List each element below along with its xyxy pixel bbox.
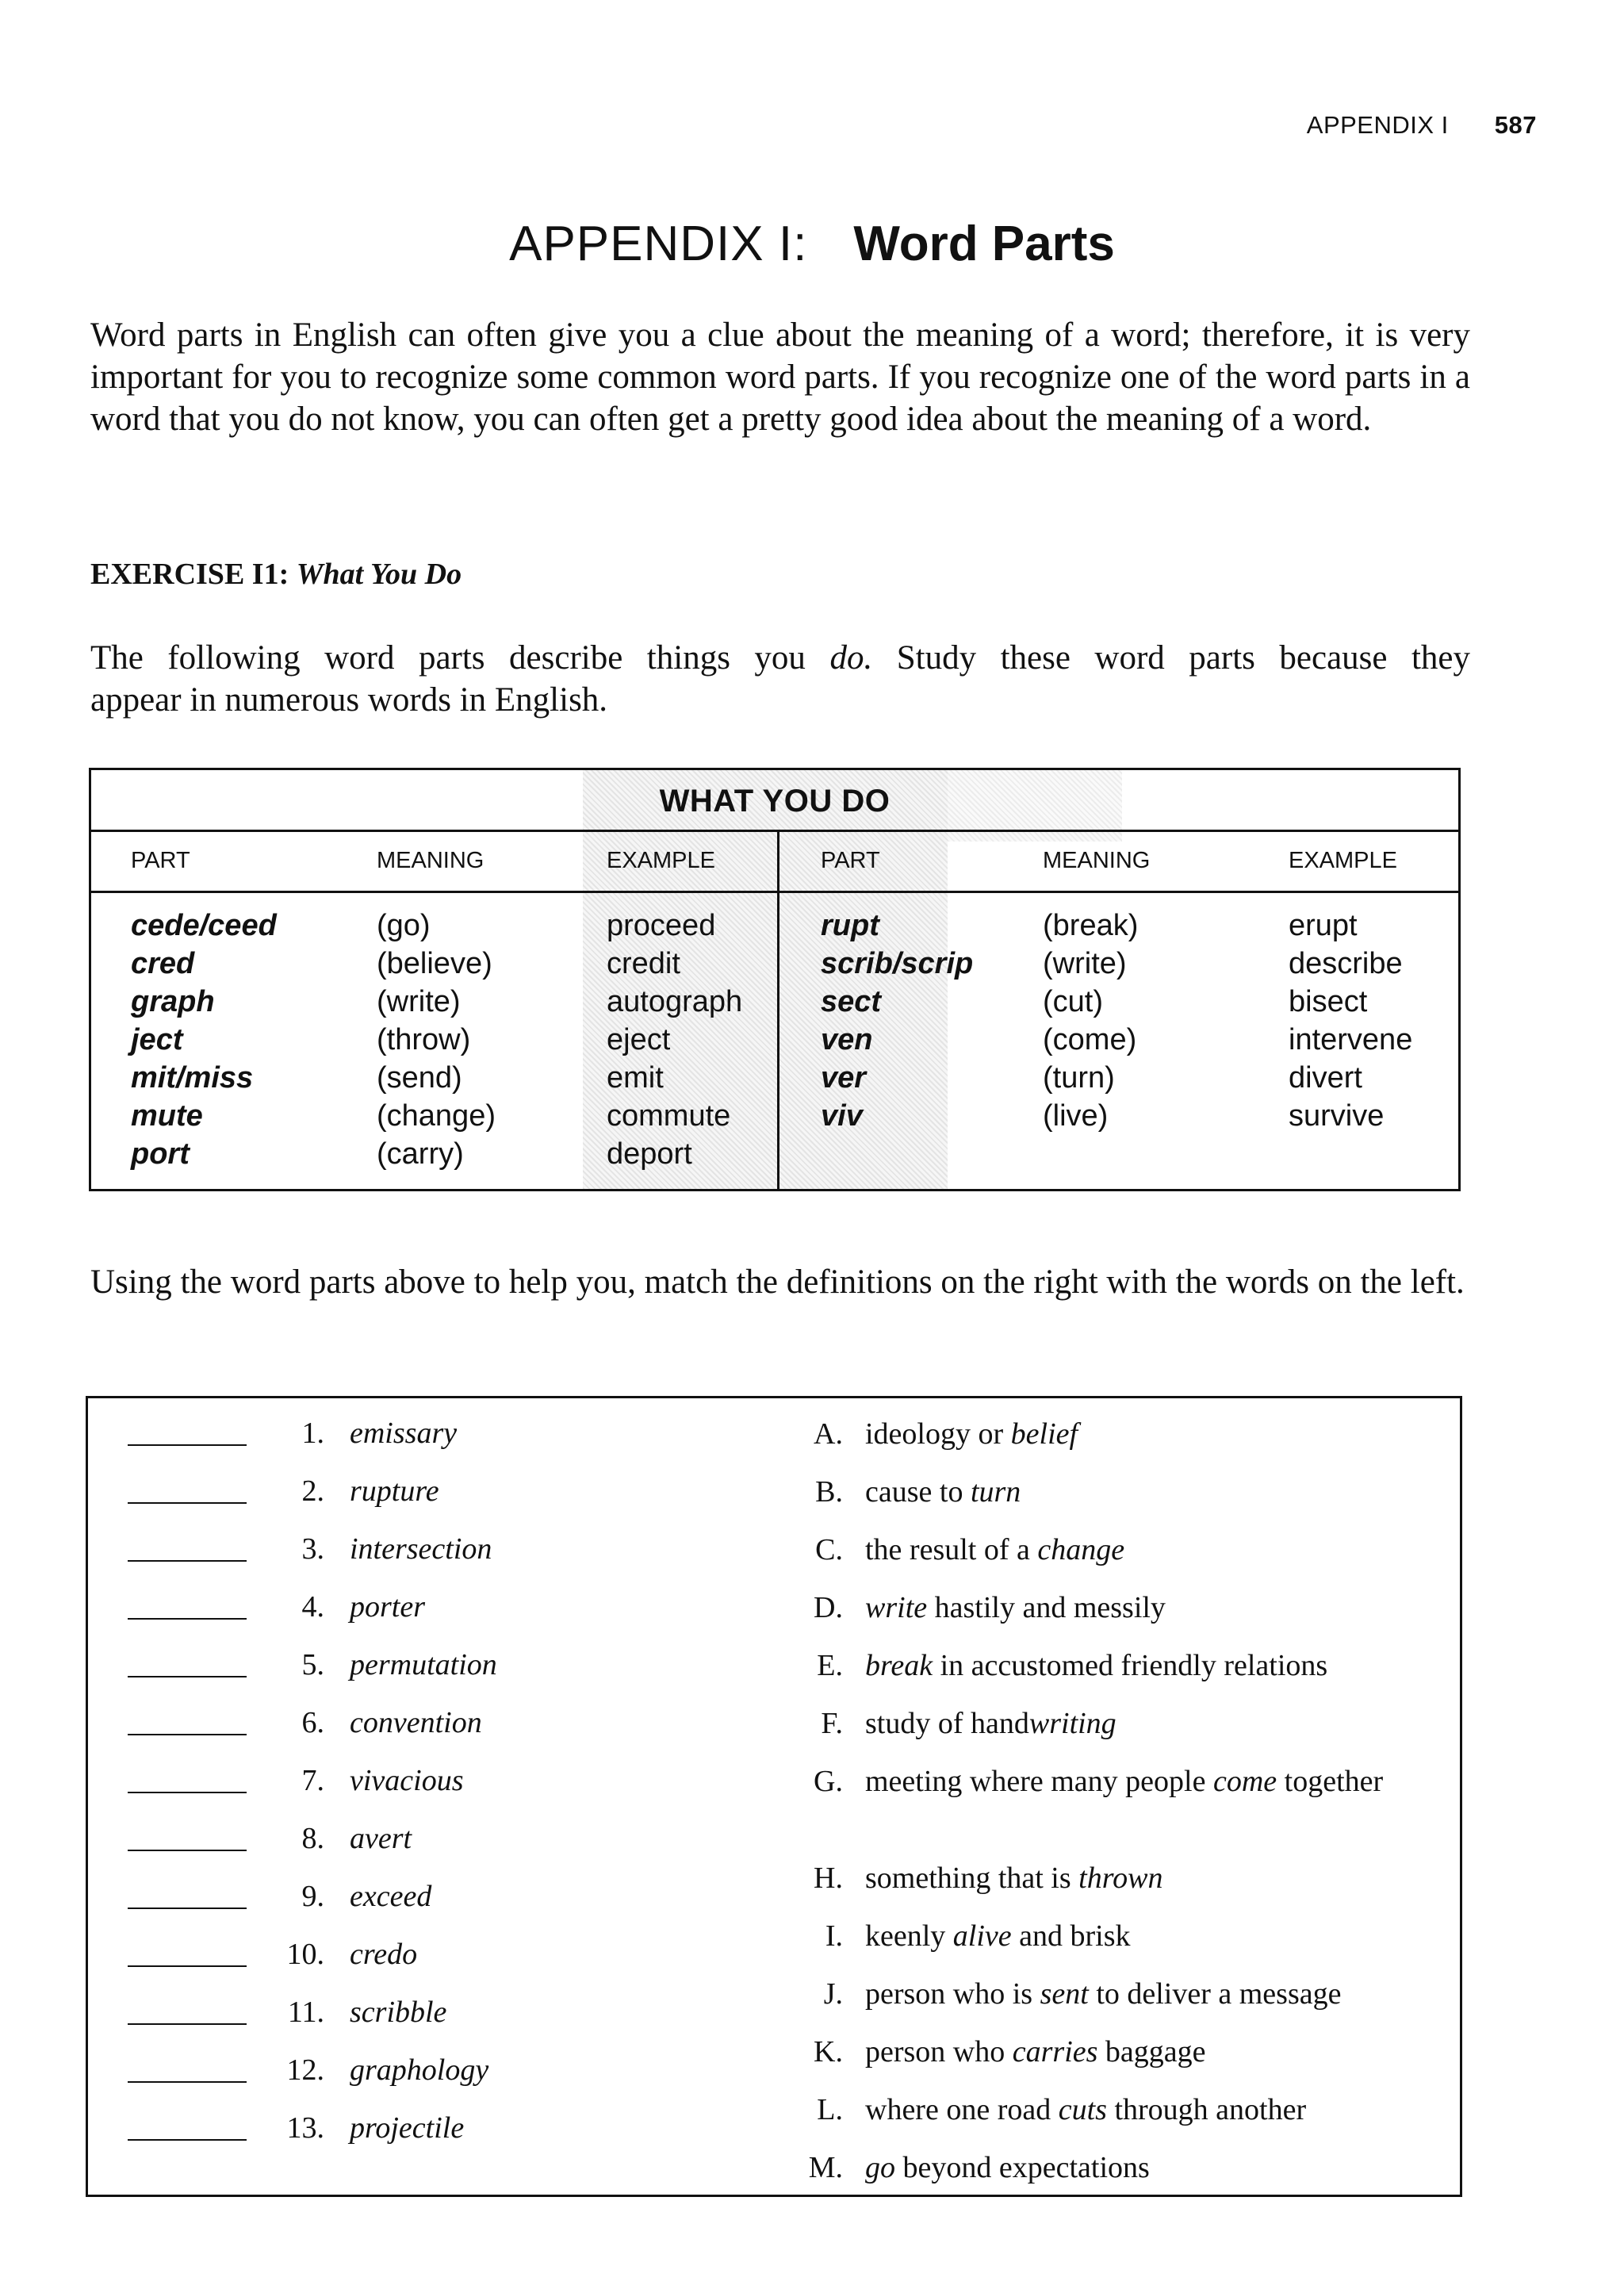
definition-pre: something that is bbox=[865, 1861, 1079, 1895]
page-title bbox=[0, 216, 1624, 272]
instructions-after: Study these word parts because they bbox=[872, 639, 1471, 677]
meaning-cell: (cut) bbox=[1043, 985, 1103, 1018]
word-number: 13. bbox=[286, 2111, 324, 2145]
instructions-emphasis: do. bbox=[829, 639, 873, 677]
example-cell: credit bbox=[607, 947, 680, 980]
definition-emphasis: change bbox=[1037, 1533, 1125, 1566]
word-number: 6. bbox=[301, 1706, 324, 1739]
word-number: 8. bbox=[301, 1822, 324, 1855]
part-cell: mute bbox=[131, 1099, 203, 1133]
definition-emphasis: sent bbox=[1040, 1977, 1089, 2011]
meaning-cell: (write) bbox=[377, 985, 461, 1018]
match-word-row bbox=[88, 1995, 722, 2033]
definition-text bbox=[865, 1763, 1436, 1800]
definition-emphasis: alive bbox=[952, 1919, 1012, 1953]
answer-blank[interactable] bbox=[128, 1850, 247, 1851]
instructions-last-line: appear in numerous words in English. bbox=[90, 681, 608, 719]
header-part-right: PART bbox=[821, 848, 880, 873]
running-head bbox=[1307, 111, 1537, 140]
word-text: convention bbox=[350, 1706, 482, 1739]
left-meanings-column bbox=[377, 907, 496, 1173]
example-cell: eject bbox=[607, 1023, 671, 1056]
definition-text bbox=[865, 1918, 1436, 1954]
example-cell: describe bbox=[1289, 947, 1403, 980]
definition-text bbox=[865, 1474, 1436, 1510]
definition-text bbox=[865, 1589, 1436, 1626]
definition-emphasis: cuts bbox=[1058, 2093, 1107, 2126]
header-meaning-right: MEANING bbox=[1043, 848, 1151, 873]
word-text: scribble bbox=[350, 1996, 447, 2029]
meaning-cell: (send) bbox=[377, 1061, 462, 1095]
definition-pre: person who bbox=[865, 2035, 1013, 2069]
definition-pre: meeting where many people bbox=[865, 1765, 1213, 1798]
answer-blank[interactable] bbox=[128, 1618, 247, 1620]
meaning-cell: (turn) bbox=[1043, 1061, 1115, 1095]
definition-emphasis: come bbox=[1212, 1765, 1277, 1798]
definition-post: in accustomed friendly relations bbox=[933, 1649, 1328, 1682]
definition-text bbox=[865, 1647, 1436, 1684]
example-cell: survive bbox=[1289, 1099, 1385, 1133]
answer-blank[interactable] bbox=[128, 2139, 247, 2141]
word-text: credo bbox=[350, 1938, 418, 1971]
part-cell: viv bbox=[821, 1099, 863, 1133]
definition-pre: person who is bbox=[865, 1977, 1040, 2011]
definition-emphasis: belief bbox=[1010, 1417, 1078, 1451]
header-example-right: EXAMPLE bbox=[1289, 848, 1397, 873]
definition-post: hastily and messily bbox=[927, 1591, 1166, 1624]
part-cell: graph bbox=[131, 985, 215, 1018]
definition-pre: the result of a bbox=[865, 1533, 1038, 1566]
definition-pre: cause to bbox=[865, 1475, 971, 1509]
table-header-rule bbox=[91, 891, 1458, 893]
example-cell: bisect bbox=[1289, 985, 1368, 1018]
match-word-row bbox=[88, 1937, 722, 1975]
answer-blank[interactable] bbox=[128, 1908, 247, 1909]
definition-letter: H. bbox=[814, 1861, 843, 1895]
definition-emphasis: write bbox=[865, 1591, 928, 1624]
header-example-left: EXAMPLE bbox=[607, 848, 715, 873]
word-number: 11. bbox=[287, 1996, 324, 2029]
example-cell: erupt bbox=[1289, 909, 1358, 942]
meaning-cell: (break) bbox=[1043, 909, 1139, 942]
definition-post: through another bbox=[1106, 2093, 1307, 2126]
word-text: intersection bbox=[350, 1532, 492, 1566]
definition-text bbox=[865, 1532, 1436, 1568]
right-examples-column bbox=[1289, 907, 1412, 1135]
definition-emphasis: turn bbox=[970, 1475, 1021, 1509]
definition-emphasis: carries bbox=[1012, 2035, 1098, 2069]
answer-blank[interactable] bbox=[128, 1676, 247, 1677]
match-word-row bbox=[88, 1705, 722, 1743]
part-cell: ver bbox=[821, 1061, 867, 1095]
word-text: avert bbox=[350, 1822, 412, 1855]
meaning-cell: (change) bbox=[377, 1099, 496, 1133]
definition-emphasis: thrown bbox=[1078, 1861, 1163, 1895]
match-instructions: Using the word parts above to help you, match the definitions on the right with the words on the left. bbox=[90, 1263, 1465, 1301]
word-text: projectile bbox=[350, 2111, 465, 2145]
example-cell: intervene bbox=[1289, 1023, 1413, 1056]
title-label: APPENDIX I: bbox=[509, 217, 808, 271]
right-parts-column bbox=[821, 907, 973, 1135]
instructions-before: The following word parts describe things you bbox=[90, 639, 830, 677]
word-number: 9. bbox=[301, 1880, 324, 1913]
word-text: rupture bbox=[350, 1474, 439, 1508]
definition-letter: A. bbox=[814, 1417, 843, 1451]
definition-letter: C. bbox=[815, 1533, 843, 1566]
table-divider bbox=[777, 832, 779, 1191]
part-cell: sect bbox=[821, 985, 882, 1018]
word-number: 3. bbox=[301, 1532, 324, 1566]
match-word-row bbox=[88, 2111, 722, 2149]
match-word-row bbox=[88, 1763, 722, 1801]
definition-letter: D. bbox=[814, 1591, 843, 1624]
answer-blank[interactable] bbox=[128, 1560, 247, 1562]
page-number: 587 bbox=[1494, 111, 1537, 139]
definition-letter: L. bbox=[817, 2093, 843, 2126]
right-meanings-column bbox=[1043, 907, 1138, 1135]
answer-blank[interactable] bbox=[128, 2023, 247, 2025]
match-word-row bbox=[88, 1821, 722, 1859]
running-title: APPENDIX I bbox=[1306, 111, 1449, 139]
definition-emphasis: break bbox=[865, 1649, 933, 1682]
example-cell: deport bbox=[607, 1137, 692, 1171]
part-cell: ject bbox=[131, 1023, 183, 1056]
definition-letter: I. bbox=[825, 1919, 843, 1953]
word-text: vivacious bbox=[350, 1764, 464, 1797]
definition-letter: G. bbox=[814, 1765, 843, 1798]
match-word-row bbox=[88, 1474, 722, 1512]
match-word-row bbox=[88, 1647, 722, 1685]
part-cell: mit/miss bbox=[131, 1061, 254, 1095]
part-cell: ven bbox=[821, 1023, 873, 1056]
answer-blank[interactable] bbox=[128, 1965, 247, 1967]
table-title: WHAT YOU DO bbox=[91, 770, 1458, 832]
answer-blank[interactable] bbox=[128, 1734, 247, 1735]
word-number: 10. bbox=[286, 1938, 324, 1971]
meaning-cell: (live) bbox=[1043, 1099, 1109, 1133]
part-cell: cred bbox=[131, 947, 195, 980]
match-word-row bbox=[88, 1879, 722, 1917]
intro-paragraph: Word parts in English can often give you a clue about the meaning of a word; therefore, it is very important for you to recognize some common word parts. If you recognize one of the word parts in a word that you do not know, you can often get a pretty good idea about the meaning of a word. bbox=[90, 316, 1470, 438]
definition-text bbox=[865, 1860, 1436, 1896]
definition-letter: B. bbox=[815, 1475, 843, 1509]
meaning-cell: (write) bbox=[1043, 947, 1127, 980]
header-meaning-left: MEANING bbox=[377, 848, 485, 873]
definition-emphasis: writing bbox=[1028, 1707, 1116, 1740]
word-number: 4. bbox=[301, 1590, 324, 1624]
definition-pre: study of hand bbox=[865, 1707, 1029, 1740]
instructions-paragraph bbox=[90, 637, 1470, 679]
definition-text bbox=[865, 2092, 1436, 2128]
definition-pre: ideology or bbox=[865, 1417, 1011, 1451]
definition-post: beyond expectations bbox=[895, 2151, 1150, 2184]
definition-post: to deliver a message bbox=[1088, 1977, 1342, 2011]
part-cell: scrib/scrip bbox=[821, 947, 974, 980]
definition-letter: K. bbox=[814, 2035, 843, 2069]
definition-emphasis: go bbox=[865, 2151, 895, 2184]
meaning-cell: (believe) bbox=[377, 947, 492, 980]
example-cell: emit bbox=[607, 1061, 664, 1095]
definition-post: and brisk bbox=[1011, 1919, 1131, 1953]
answer-blank[interactable] bbox=[128, 1792, 247, 1793]
match-word-row bbox=[88, 1416, 722, 1454]
word-number: 7. bbox=[301, 1764, 324, 1797]
word-text: porter bbox=[350, 1590, 425, 1624]
title-name: Word Parts bbox=[853, 217, 1115, 271]
meaning-cell: (throw) bbox=[377, 1023, 471, 1056]
definition-post: baggage bbox=[1097, 2035, 1206, 2069]
definition-text bbox=[865, 1705, 1436, 1742]
word-number: 2. bbox=[301, 1474, 324, 1508]
definition-letter: J. bbox=[823, 1977, 843, 2011]
header-part-left: PART bbox=[131, 848, 190, 873]
example-cell: divert bbox=[1289, 1061, 1362, 1095]
exercise-heading bbox=[90, 557, 462, 592]
example-cell: proceed bbox=[607, 909, 716, 942]
part-cell: port bbox=[131, 1137, 190, 1171]
word-text: permutation bbox=[350, 1648, 497, 1681]
answer-blank[interactable] bbox=[128, 1502, 247, 1504]
definition-text bbox=[865, 1416, 1436, 1452]
answer-blank[interactable] bbox=[128, 2081, 247, 2083]
part-cell: rupt bbox=[821, 909, 879, 942]
word-number: 12. bbox=[286, 2053, 324, 2087]
definition-pre: keenly bbox=[865, 1919, 953, 1953]
word-text: emissary bbox=[350, 1417, 458, 1450]
definition-post: together bbox=[1277, 1765, 1384, 1798]
match-word-row bbox=[88, 2053, 722, 2091]
part-cell: cede/ceed bbox=[131, 909, 277, 942]
word-number: 1. bbox=[301, 1417, 324, 1450]
definition-pre: where one road bbox=[865, 2093, 1059, 2126]
definition-letter: F. bbox=[821, 1707, 843, 1740]
word-number: 5. bbox=[301, 1648, 324, 1681]
word-text: exceed bbox=[350, 1880, 432, 1913]
answer-blank[interactable] bbox=[128, 1444, 247, 1446]
definition-letter: M. bbox=[808, 2151, 843, 2184]
definition-letter: E. bbox=[817, 1649, 843, 1682]
meaning-cell: (go) bbox=[377, 909, 431, 942]
word-parts-table bbox=[89, 768, 1461, 1191]
definition-text bbox=[865, 2034, 1436, 2070]
definition-text bbox=[865, 1976, 1436, 2012]
word-text: graphology bbox=[350, 2053, 489, 2087]
match-word-row bbox=[88, 1532, 722, 1570]
example-cell: commute bbox=[607, 1099, 731, 1133]
left-parts-column bbox=[131, 907, 277, 1173]
exercise-label: EXERCISE I1: bbox=[90, 558, 289, 591]
exercise-subtitle: What You Do bbox=[296, 558, 462, 591]
meaning-cell: (carry) bbox=[377, 1137, 464, 1171]
left-examples-column bbox=[607, 907, 742, 1173]
match-word-row bbox=[88, 1589, 722, 1628]
meaning-cell: (come) bbox=[1043, 1023, 1137, 1056]
matching-exercise-box bbox=[86, 1396, 1462, 2197]
example-cell: autograph bbox=[607, 985, 743, 1018]
definition-text bbox=[865, 2149, 1436, 2186]
